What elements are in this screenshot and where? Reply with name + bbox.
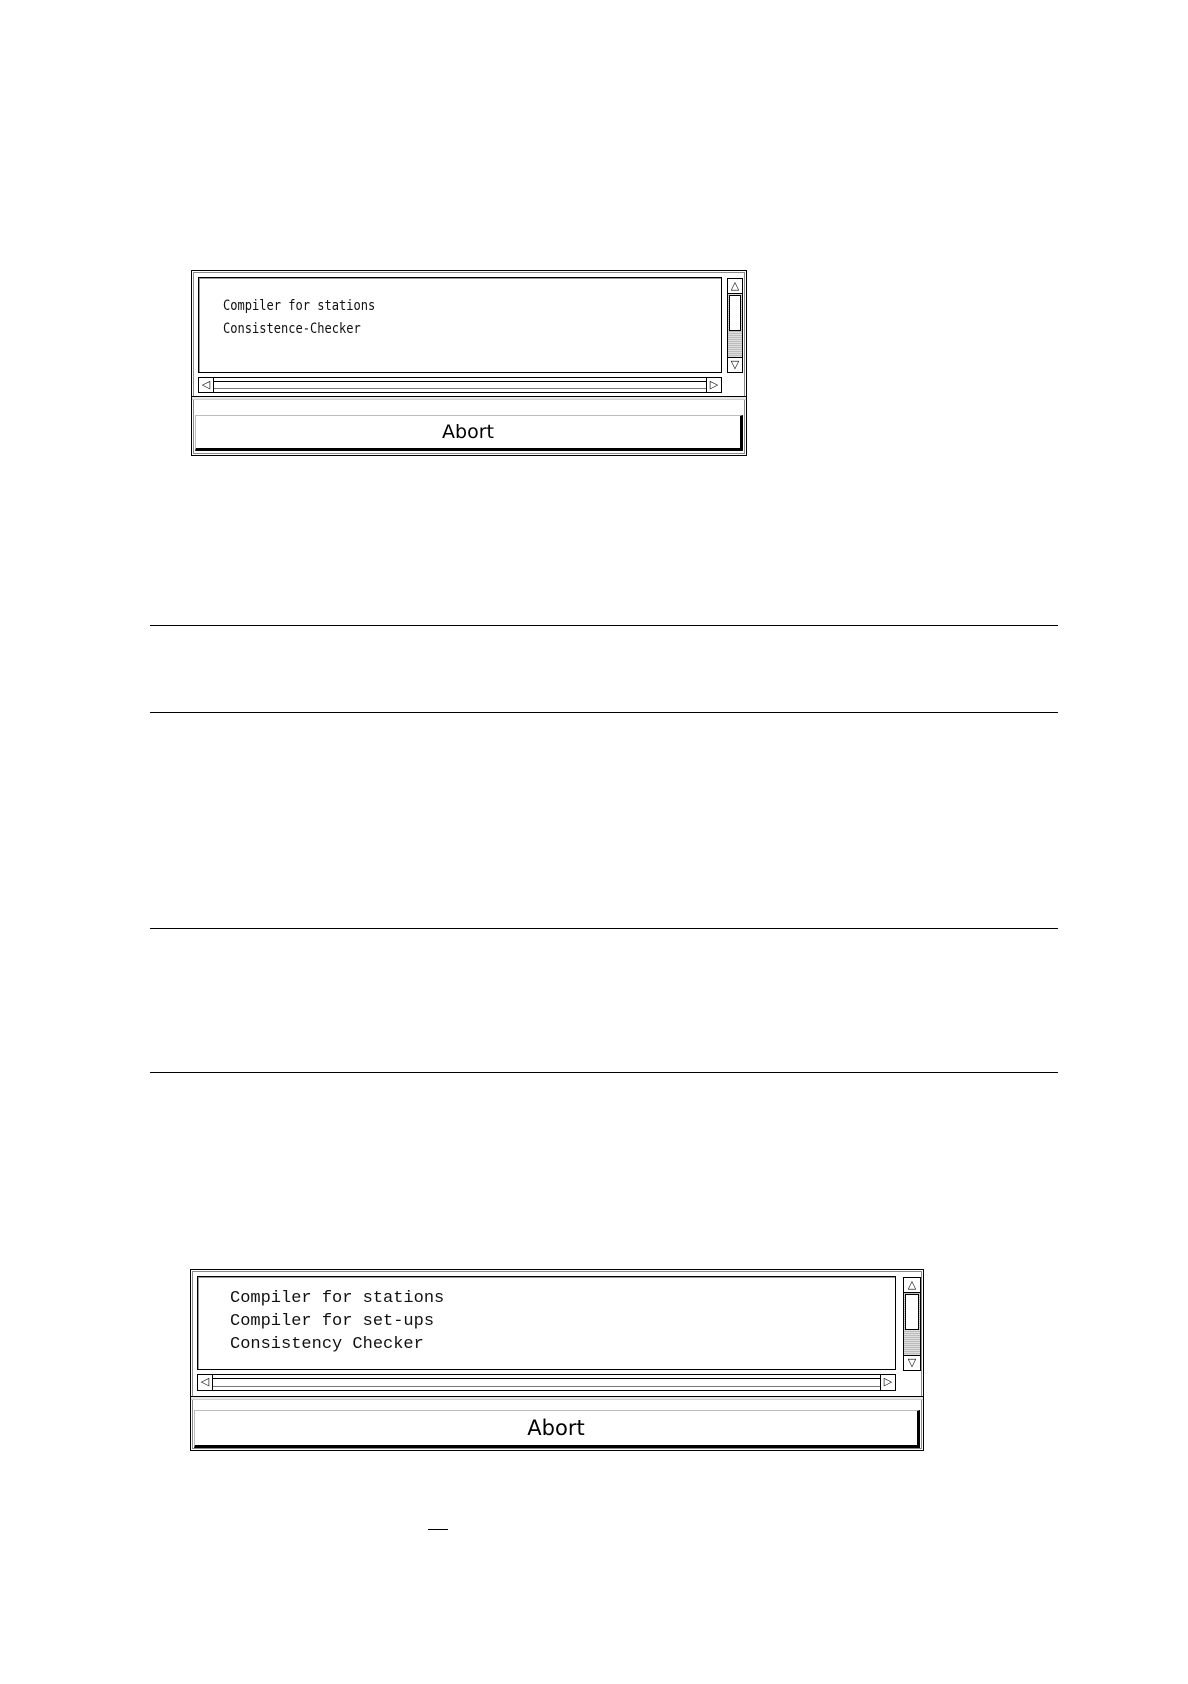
horizontal-scrollbar[interactable]	[197, 1374, 896, 1391]
scroll-right-icon[interactable]: ▷	[706, 378, 721, 392]
divider	[192, 396, 746, 400]
scroll-left-icon[interactable]: ◁	[198, 1375, 213, 1390]
list-item[interactable]: Compiler for set-ups	[230, 1312, 435, 1331]
list-item[interactable]: Compiler for stations	[230, 1289, 445, 1308]
horizontal-scrollbar[interactable]	[198, 377, 722, 393]
scroll-down-icon[interactable]: ▽	[904, 1355, 920, 1370]
abort-button[interactable]: Abort	[195, 415, 743, 451]
scroll-left-icon[interactable]: ◁	[199, 378, 214, 392]
list-item[interactable]: Consistence-Checker	[223, 321, 361, 337]
progress-dialog-original	[191, 270, 747, 456]
process-list[interactable]	[197, 1276, 896, 1370]
scroll-thumb[interactable]	[729, 295, 741, 331]
dash-mark	[428, 1529, 448, 1530]
scroll-track[interactable]	[214, 381, 706, 389]
scroll-up-icon[interactable]: △	[728, 279, 742, 294]
vertical-scrollbar[interactable]	[727, 278, 743, 373]
progress-dialog-revised	[190, 1269, 924, 1451]
divider	[150, 625, 1058, 626]
divider	[150, 1072, 1058, 1073]
scroll-down-icon[interactable]: ▽	[728, 357, 742, 372]
list-item[interactable]: Consistency Checker	[230, 1335, 424, 1354]
abort-button[interactable]: Abort	[194, 1410, 920, 1448]
list-item[interactable]: Compiler for stations	[223, 298, 376, 314]
divider	[150, 928, 1058, 929]
vertical-scrollbar[interactable]	[903, 1277, 921, 1371]
scroll-right-icon[interactable]: ▷	[880, 1375, 895, 1390]
scroll-track[interactable]	[213, 1378, 880, 1387]
process-list[interactable]	[198, 277, 722, 373]
divider	[191, 1396, 923, 1400]
scroll-thumb[interactable]	[905, 1294, 919, 1330]
divider	[150, 712, 1058, 713]
scroll-up-icon[interactable]: △	[904, 1278, 920, 1293]
